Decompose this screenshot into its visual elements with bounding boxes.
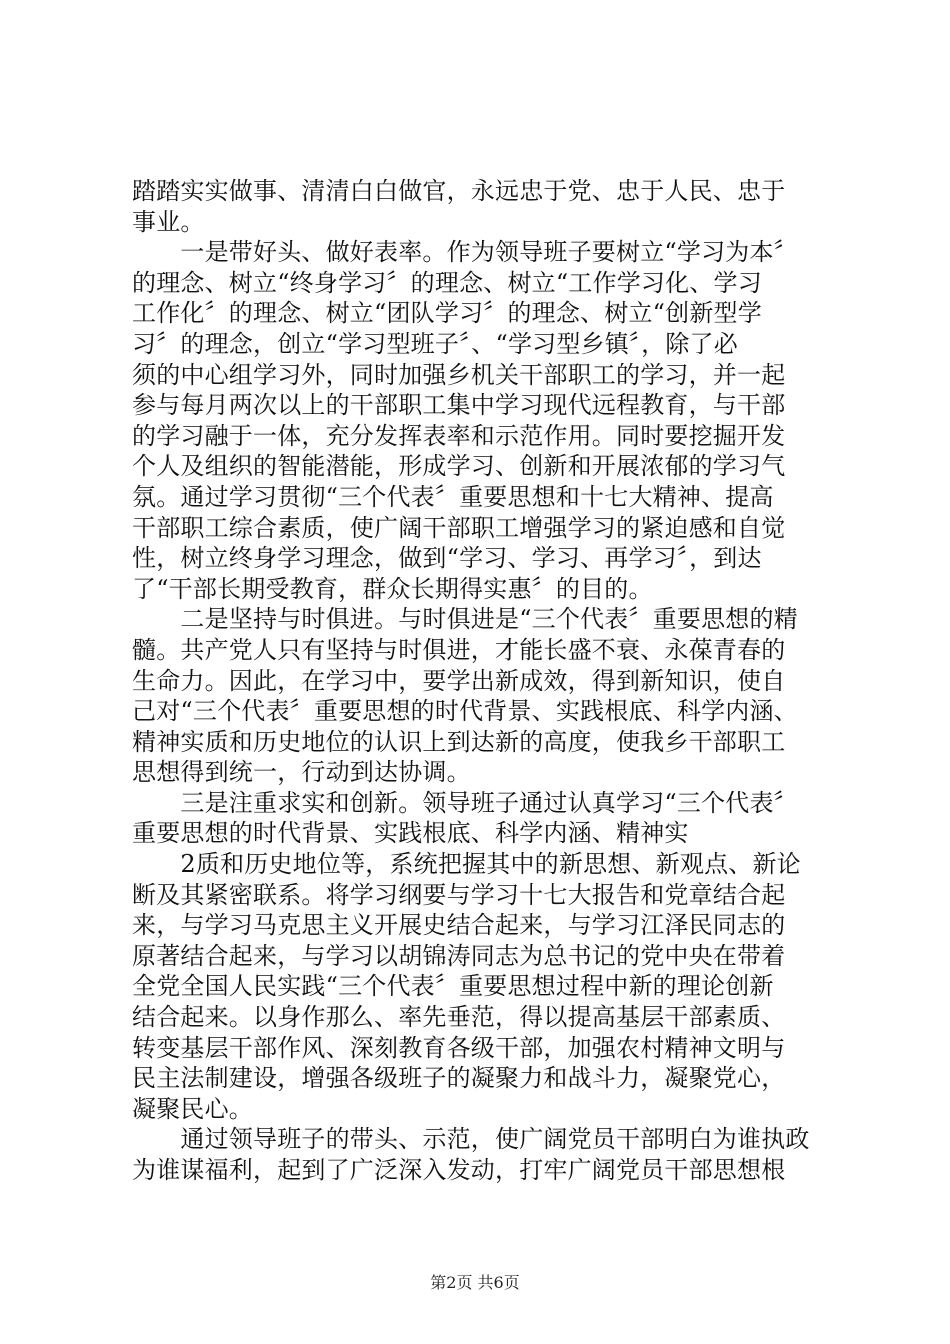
- text-line: 断及其紧密联系。将学习纲要与学习十七大报告和党章结合起: [132, 880, 786, 909]
- text-line: 性，树立终身学习理念，做到“学习、学习、再学习〞，到达: [132, 544, 762, 573]
- text-line: 个人及组织的智能潜能，形成学习、创新和开展浓郁的学习气: [132, 452, 786, 481]
- text-line: 民主法制建设，增强各级班子的凝聚力和战斗力，凝聚党心，: [132, 1064, 786, 1093]
- text-line: 精神实质和历史地位的认识上到达新的高度，使我乡干部职工: [132, 727, 786, 756]
- text-line: 了“干部长期受教育，群众长期得实惠〞的目的。: [132, 574, 653, 603]
- text-line: 生命力。因此，在学习中，要学出新成效，得到新知识，使自: [132, 666, 786, 695]
- text-line: 原著结合起来，与学习以胡锦涛同志为总书记的党中央在带着: [132, 941, 786, 970]
- text-line: 工作化〞的理念、树立“团队学习〞的理念、树立“创新型学: [132, 299, 762, 328]
- text-line: 二是坚持与时俱进。与时俱进是“三个代表〞重要思想的精: [132, 605, 798, 634]
- text-line: 的理念、树立“终身学习〞的理念、树立“工作学习化、学习: [132, 268, 762, 297]
- text-line: 一是带好头、做好表率。作为领导班子要树立“学习为本〞: [132, 238, 798, 267]
- text-line: 为谁谋福利，起到了广泛深入发动，打牢广阔党员干部思想根: [132, 1156, 786, 1184]
- text-line: 通过领导班子的带头、示范，使广阔党员干部明白为谁执政: [132, 1125, 810, 1154]
- text-line: 思想得到统一，行动到达协调。: [132, 758, 471, 787]
- page-footer: 第2页 共6页: [430, 1273, 520, 1292]
- text-line: 凝聚民心。: [132, 1094, 253, 1123]
- text-line: 事业。: [132, 207, 205, 236]
- text-line: 参与每月两次以上的干部职工集中学习现代远程教育，与干部: [132, 391, 786, 420]
- text-line: 结合起来。以身作那么、率先垂范，得以提高基层干部素质、: [132, 1003, 786, 1032]
- text-line: 踏踏实实做事、清清白白做官，永远忠于党、忠于人民、忠于: [132, 177, 786, 205]
- text-line: 三是注重求实和创新。领导班子通过认真学习“三个代表〞: [132, 788, 798, 817]
- text-line: 须的中心组学习外，同时加强乡机关干部职工的学习，并一起: [132, 360, 786, 389]
- text-line: 重要思想的时代背景、实践根底、科学内涵、精神实: [132, 819, 689, 848]
- text-line: 髓。共产党人只有坚持与时俱进，才能长盛不衰、永葆青春的: [132, 635, 786, 664]
- text-line: 的学习融于一体，充分发挥表率和示范作用。同时要挖掘开发: [132, 421, 786, 450]
- text-line: 来，与学习马克思主义开展史结合起来，与学习江泽民同志的: [132, 911, 786, 940]
- document-body: [132, 176, 832, 1186]
- text-line: 2质和历史地位等，系统把握其中的新思想、新观点、新论: [132, 850, 801, 879]
- text-line: 全党全国人民实践“三个代表〞重要思想过程中新的理论创新: [132, 972, 774, 1001]
- text-line: 转变基层干部作风、深刻教育各级干部，加强农村精神文明与: [132, 1033, 786, 1062]
- text-line: 习〞的理念，创立“学习型班子〞、“学习型乡镇〞，除了必: [132, 329, 738, 358]
- text-line: 己对“三个代表〞重要思想的时代背景、实践根底、科学内涵、: [132, 697, 798, 726]
- text-line: 氛。通过学习贯彻“三个代表〞重要思想和十七大精神、提高: [132, 482, 774, 511]
- text-line: 干部职工综合素质，使广阔干部职工增强学习的紧迫感和自觉: [132, 513, 786, 542]
